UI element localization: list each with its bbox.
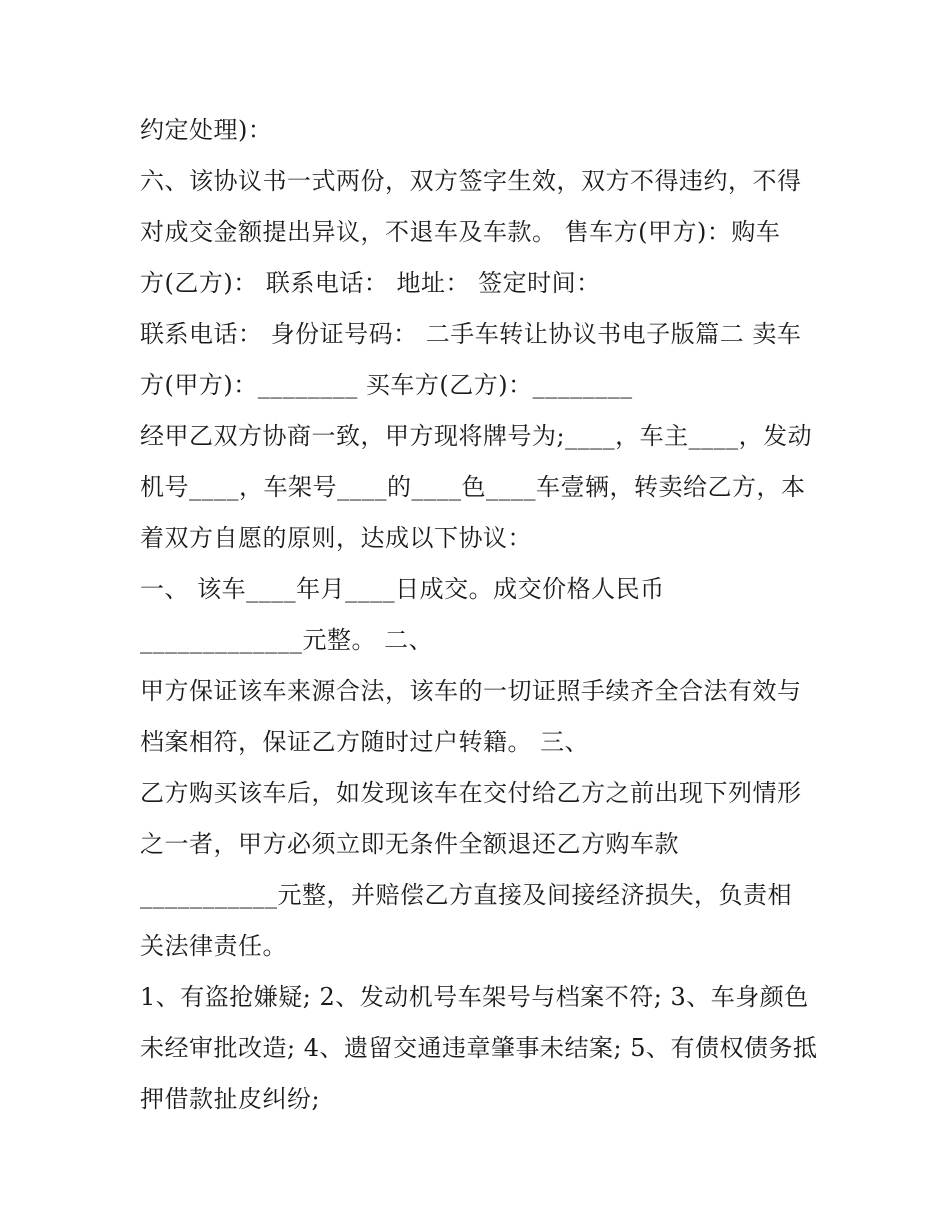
text-line: 甲方保证该车来源合法，该车的一切证照手续齐全合法有效与: [140, 677, 802, 705]
text-line: 一、 该车____年月____日成交。成交价格人民币: [140, 575, 665, 603]
text-line: 联系电话： 身份证号码： 二手车转让协议书电子版篇二 卖车: [140, 320, 802, 348]
text-line: 押借款扯皮纠纷;: [140, 1085, 321, 1113]
text-line: 六、该协议书一式两份，双方签字生效，双方不得违约，不得: [140, 167, 802, 195]
text-line: 方(甲方)：________ 买车方(乙方)：________: [140, 371, 633, 399]
text-line: 乙方购买该车后，如发现该车在交付给乙方之前出现下列情形: [140, 779, 802, 807]
text-line: 关法律责任。: [140, 932, 287, 960]
text-line: 未经审批改造; 4、遗留交通违章肇事未结案; 5、有债权债务抵: [140, 1034, 818, 1062]
text-line: 之一者，甲方必须立即无条件全额退还乙方购车款: [140, 830, 679, 858]
text-line: 方(乙方)： 联系电话： 地址： 签定时间：: [140, 269, 601, 297]
text-line: 着双方自愿的原则，达成以下协议：: [140, 524, 532, 552]
text-line: 机号____，车架号____的____色____车壹辆，转卖给乙方，本: [140, 473, 806, 501]
text-line: ___________元整，并赔偿乙方直接及间接经济损失，负责相: [140, 881, 792, 909]
text-line: 1、有盗抢嫌疑; 2、发动机号车架号与档案不符; 3、车身颜色: [140, 983, 809, 1011]
text-line: 约定处理)：: [140, 116, 273, 144]
text-line: _____________元整。 二、: [140, 626, 434, 654]
text-line: 对成交金额提出异议，不退车及车款。 售车方(甲方)：购车: [140, 218, 781, 246]
text-line: 经甲乙双方协商一致，甲方现将牌号为;____，车主____，发动: [140, 422, 813, 450]
text-line: 档案相符，保证乙方随时过户转籍。 三、: [140, 728, 590, 756]
